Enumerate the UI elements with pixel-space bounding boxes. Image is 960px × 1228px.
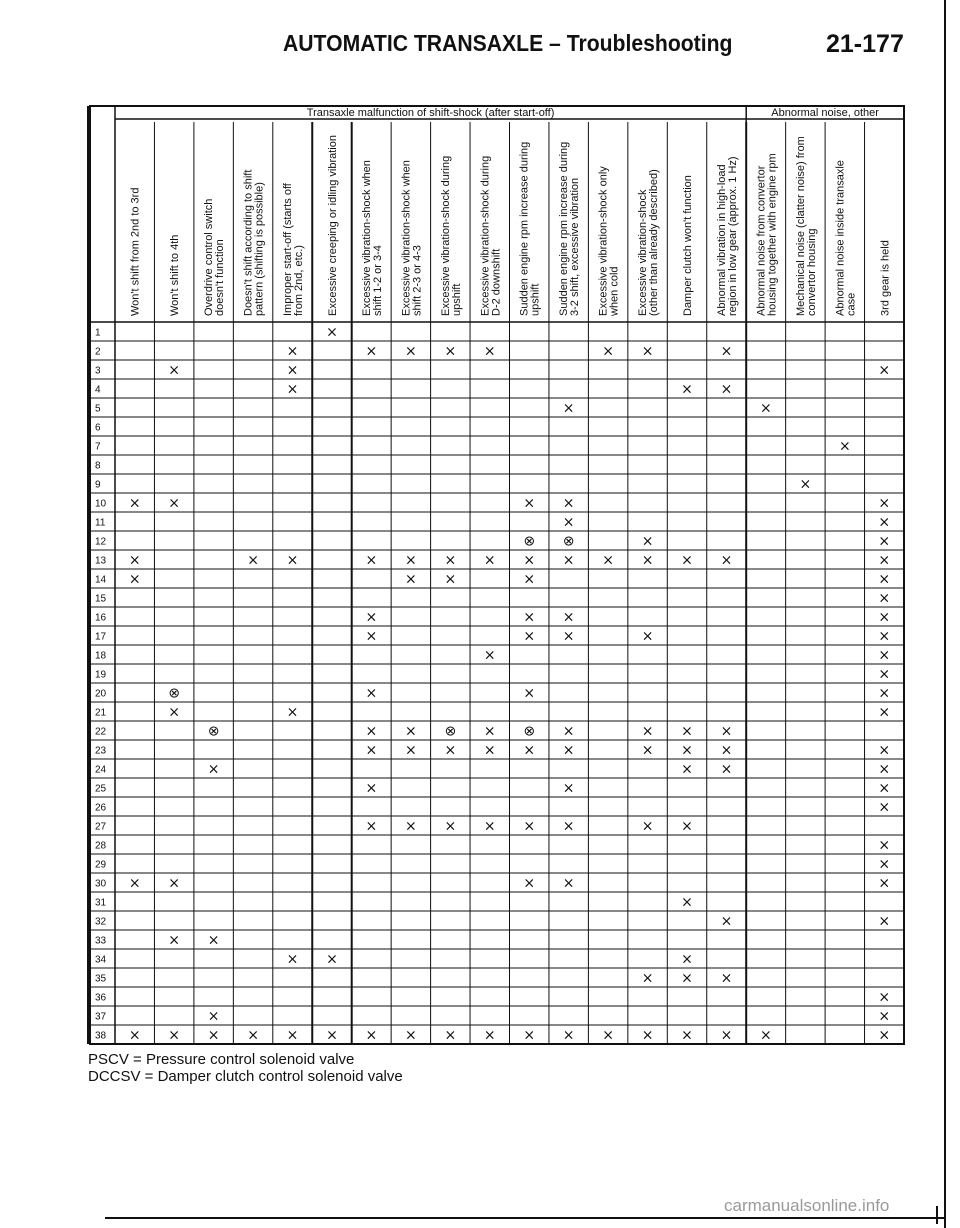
row-number: 4 [95, 384, 101, 396]
cross-mark: × [878, 989, 891, 1006]
page-title: AUTOMATIC TRANSAXLE – Troubleshooting [283, 30, 733, 56]
row-number: 13 [95, 555, 107, 567]
cross-mark: × [365, 818, 378, 835]
column-heading: Excessive vibration-shock when [360, 160, 373, 316]
row-number: 28 [95, 840, 107, 852]
cross-mark: × [878, 685, 891, 702]
row-number: 26 [95, 802, 107, 814]
watermark: carmanualsonline.info [724, 1196, 890, 1215]
page-edge-rule [944, 0, 946, 1228]
row-number: 33 [95, 935, 107, 947]
row-number: 36 [95, 992, 107, 1004]
row-number: 12 [95, 536, 107, 548]
cross-mark: × [720, 723, 733, 740]
row-number: 16 [95, 612, 107, 624]
row-number: 30 [95, 878, 107, 890]
cross-mark: × [483, 723, 496, 740]
cross-mark: × [405, 742, 417, 759]
column-heading: shift 1-2 or 3-4 [371, 245, 384, 316]
cross-mark: × [681, 951, 693, 968]
footnote-dccsv: DCCSV = Damper clutch control solenoid valve [88, 1068, 403, 1085]
cross-mark: × [681, 723, 693, 740]
cross-mark: × [326, 1027, 338, 1044]
row-number: 20 [95, 688, 107, 700]
column-heading: Won't shift from 2nd to 3rd [129, 187, 142, 316]
row-number: 17 [95, 631, 107, 643]
cross-mark: × [878, 837, 891, 854]
column-heading: Improper start-off (starts off [282, 183, 294, 316]
cross-mark: × [641, 1027, 654, 1044]
cross-mark: × [523, 571, 536, 588]
cross-mark: × [365, 552, 378, 569]
column-heading: Excessive vibration-shock when [400, 160, 413, 316]
column-heading: case [845, 292, 858, 316]
row-number: 31 [95, 897, 107, 909]
cross-mark: × [602, 552, 614, 569]
cross-mark: × [444, 343, 457, 360]
cross-mark: × [405, 1027, 417, 1044]
row-number: 3 [95, 365, 101, 377]
cross-mark: × [365, 1027, 378, 1044]
cross-mark: × [523, 818, 536, 835]
cross-mark: × [562, 609, 575, 626]
column-heading: Excessive vibration-shock only [597, 166, 610, 316]
cross-mark: × [444, 818, 457, 835]
cross-mark: × [681, 761, 693, 778]
row-number: 14 [95, 574, 107, 586]
column-heading: Abnormal noise inside transaxle [834, 160, 847, 316]
row-number: 24 [95, 764, 107, 776]
cross-mark: × [878, 590, 891, 607]
cross-mark: × [681, 970, 693, 987]
row-number: 11 [95, 517, 106, 529]
cross-mark: × [681, 552, 693, 569]
cross-mark: × [483, 552, 496, 569]
cross-mark: × [878, 666, 891, 683]
cross-mark: × [405, 818, 417, 835]
cross-mark: × [207, 761, 220, 778]
row-number: 38 [95, 1030, 107, 1042]
cross-mark: × [681, 742, 693, 759]
cross-mark: × [444, 1027, 457, 1044]
cross-mark: × [562, 400, 575, 417]
cross-mark: × [878, 552, 891, 569]
column-heading: upshift [450, 283, 463, 316]
cross-mark: × [483, 818, 496, 835]
cross-mark: × [878, 913, 891, 930]
cross-mark: × [878, 514, 891, 531]
circled-cross-mark: ⊗ [523, 723, 536, 740]
row-number: 25 [95, 783, 107, 795]
footnotes [88, 1051, 403, 1085]
cross-mark: × [641, 970, 654, 987]
cross-mark: × [878, 533, 891, 550]
row-number: 21 [95, 707, 107, 719]
cross-mark: × [286, 552, 299, 569]
column-heading: Mechanical noise (clatter noise) from [794, 136, 807, 316]
cross-mark: × [720, 913, 733, 930]
column-heading: convertor housing [805, 228, 818, 316]
page-number: 21-177 [826, 30, 904, 58]
cross-mark: × [286, 1027, 299, 1044]
cross-mark: × [483, 742, 496, 759]
cross-mark: × [523, 609, 536, 626]
page-edge-tick [936, 1206, 938, 1224]
cross-mark: × [878, 856, 891, 873]
row-number: 6 [95, 422, 101, 434]
cross-mark: × [562, 514, 575, 531]
cross-mark: × [720, 343, 733, 360]
cross-mark: × [286, 381, 299, 398]
cross-mark: × [444, 552, 457, 569]
cross-mark: × [483, 647, 496, 664]
row-number: 23 [95, 745, 107, 757]
cross-mark: × [128, 571, 141, 588]
cross-mark: × [405, 343, 417, 360]
cross-mark: × [878, 495, 891, 512]
cross-mark: × [207, 1027, 220, 1044]
cross-mark: × [878, 799, 891, 816]
cross-mark: × [286, 343, 299, 360]
group-heading-shift-shock: Transaxle malfunction of shift-shock (after start-off) [306, 107, 555, 119]
cross-mark: × [681, 818, 693, 835]
cross-mark: × [523, 875, 536, 892]
circled-cross-mark: ⊗ [444, 723, 457, 740]
cross-mark: × [207, 1008, 220, 1025]
cross-mark: × [247, 552, 259, 569]
cross-mark: × [878, 1008, 891, 1025]
cross-mark: × [286, 951, 299, 968]
row-number: 8 [95, 460, 101, 472]
row-number: 9 [95, 479, 101, 491]
cross-mark: × [838, 438, 851, 455]
row-number: 15 [95, 593, 107, 605]
cross-mark: × [562, 552, 575, 569]
cross-mark: × [641, 343, 654, 360]
cross-mark: × [760, 400, 772, 417]
cross-mark: × [168, 932, 181, 949]
column-heading: Won't shift to 4th [169, 234, 182, 316]
row-number: 29 [95, 859, 107, 871]
cross-mark: × [602, 343, 614, 360]
cross-mark: × [878, 761, 891, 778]
row-number: 1 [95, 327, 101, 339]
row-number: 32 [95, 916, 107, 928]
column-heading: Abnormal noise from convertor [755, 165, 768, 316]
cross-mark: × [720, 1027, 733, 1044]
cross-mark: × [128, 1027, 141, 1044]
cross-mark: × [878, 780, 891, 797]
cross-mark: × [365, 343, 378, 360]
row-number: 34 [95, 954, 107, 966]
cross-mark: × [562, 742, 575, 759]
cross-mark: × [247, 1027, 259, 1044]
cross-mark: × [878, 875, 891, 892]
cross-mark: × [128, 495, 141, 512]
cross-mark: × [207, 932, 220, 949]
cross-mark: × [720, 552, 733, 569]
column-heading: Excessive vibration-shock [637, 189, 650, 316]
cross-mark: × [128, 552, 141, 569]
cross-mark: × [523, 495, 536, 512]
column-heading: Sudden engine rpm increase during [518, 141, 531, 316]
cross-mark: × [523, 742, 536, 759]
column-heading: Damper clutch won't function [682, 175, 694, 316]
row-number: 5 [95, 403, 101, 415]
cross-mark: × [760, 1027, 772, 1044]
cross-mark: × [562, 875, 575, 892]
cross-mark: × [720, 761, 733, 778]
cross-mark: × [641, 818, 654, 835]
row-number: 22 [95, 726, 107, 738]
column-heading: Abnormal vibration in high-load [716, 164, 728, 316]
column-heading: D-2 downshift [490, 248, 503, 316]
cross-mark: × [641, 628, 654, 645]
cross-mark: × [483, 343, 496, 360]
cross-mark: × [641, 533, 654, 550]
cross-mark: × [286, 362, 299, 379]
cross-mark: × [878, 647, 891, 664]
cross-mark: × [562, 495, 575, 512]
cross-mark: × [168, 875, 181, 892]
circled-cross-mark: ⊗ [207, 723, 220, 740]
cross-mark: × [365, 609, 378, 626]
cross-mark: × [168, 495, 181, 512]
cross-mark: × [483, 1027, 496, 1044]
row-number: 35 [95, 973, 107, 985]
column-heading: pattern (shifting is possible) [253, 182, 266, 316]
column-heading: Excessive vibration-shock during [439, 155, 452, 316]
circled-cross-mark: ⊗ [168, 685, 181, 702]
cross-mark: × [720, 742, 733, 759]
cross-mark: × [128, 875, 141, 892]
cross-mark: × [878, 1027, 891, 1044]
column-heading: 3-2 shift, excessive vibration [569, 177, 582, 316]
row-number: 27 [95, 821, 107, 833]
group-heading-noise: Abnormal noise, other [771, 107, 879, 119]
column-heading: housing together with engine rpm [766, 153, 779, 316]
cross-mark: × [878, 609, 891, 626]
cross-mark: × [168, 362, 181, 379]
cross-mark: × [720, 970, 733, 987]
cross-mark: × [681, 1027, 693, 1044]
cross-mark: × [168, 1027, 181, 1044]
cross-mark: × [681, 894, 693, 911]
cross-mark: × [326, 324, 338, 341]
cross-mark: × [405, 723, 417, 740]
row-number: 37 [95, 1011, 107, 1023]
footnote-pscv: PSCV = Pressure control solenoid valve [88, 1051, 355, 1068]
cross-mark: × [405, 552, 417, 569]
cross-mark: × [641, 552, 654, 569]
cross-mark: × [878, 362, 891, 379]
column-heading: shift 2-3 or 4-3 [411, 245, 424, 316]
cross-mark: × [523, 1027, 536, 1044]
column-heading: (other than already described) [648, 169, 661, 316]
row-number: 18 [95, 650, 107, 662]
column-heading: Overdrive control switch [203, 198, 216, 316]
cross-mark: × [365, 742, 378, 759]
column-heading: Excessive vibration-shock during [479, 155, 492, 316]
cross-mark: × [681, 381, 693, 398]
cross-mark: × [444, 742, 457, 759]
column-heading: region in low gear (approx. 1 Hz) [727, 156, 739, 316]
column-heading: Doesn't shift according to shift [242, 169, 255, 316]
cross-mark: × [405, 571, 417, 588]
cross-mark: × [365, 685, 378, 702]
column-heading: upshift [529, 283, 542, 316]
cross-mark: × [562, 723, 575, 740]
cross-mark: × [365, 628, 378, 645]
cross-mark: × [326, 951, 338, 968]
cross-mark: × [878, 742, 891, 759]
cross-mark: × [562, 818, 575, 835]
column-heading: doesn't function [214, 239, 227, 316]
cross-mark: × [523, 552, 536, 569]
cross-mark: × [523, 628, 536, 645]
cross-mark: × [286, 704, 299, 721]
cross-mark: × [523, 685, 536, 702]
cross-mark: × [562, 780, 575, 797]
row-number: 19 [95, 669, 107, 681]
column-heading: when cold [608, 266, 621, 316]
cross-mark: × [168, 704, 181, 721]
cross-mark: × [878, 571, 891, 588]
footer-rule [105, 1217, 945, 1219]
column-heading: Excessive creeping or idling vibration [327, 135, 339, 316]
cross-mark: × [562, 1027, 575, 1044]
cross-mark: × [602, 1027, 614, 1044]
cross-mark: × [641, 723, 654, 740]
circled-cross-mark: ⊗ [523, 533, 536, 550]
row-number: 7 [95, 441, 101, 453]
column-heading: Sudden engine rpm increase during [558, 141, 571, 316]
cross-mark: × [562, 628, 575, 645]
cross-mark: × [641, 742, 654, 759]
cross-mark: × [878, 704, 891, 721]
row-number: 10 [95, 498, 107, 510]
column-heading: from 2nd, etc.) [293, 245, 305, 316]
column-heading: 3rd gear is held [879, 240, 892, 316]
cross-mark: × [444, 571, 457, 588]
table-left-bar [87, 106, 90, 1044]
cross-mark: × [365, 780, 378, 797]
cross-mark: × [365, 723, 378, 740]
row-number: 2 [95, 346, 101, 358]
cross-mark: × [720, 381, 733, 398]
cross-mark: × [878, 628, 891, 645]
circled-cross-mark: ⊗ [562, 533, 575, 550]
cross-mark: × [799, 476, 812, 493]
